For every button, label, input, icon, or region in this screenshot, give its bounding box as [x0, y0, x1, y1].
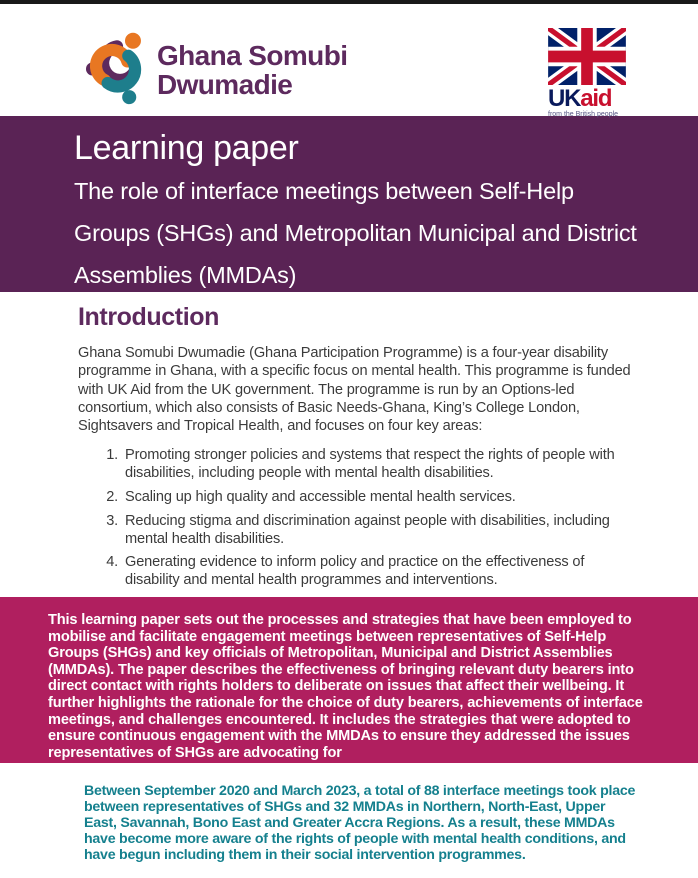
key-areas-list [78, 447, 640, 590]
ukaid-wordmark [548, 87, 628, 110]
summary-highlight-text: This learning paper sets out the processes and strategies that have been employed to mobilise and facilitate engagement meetings between representatives of Self-Help Groups (SHGs) and key officials of Metropolitan, Municipal and District Assemblies (MMDAs). The paper describes the effectiveness of bringing relevant duty bearers into direct contact with rights holders to deliberate on issues that affect their wellbeing. It further highlights the rationale for the choice of duty bearers, achievements of interface meetings, and challenges encountered. It includes the strategies that were adopted to ensure continuous engagement with the MMDAs to ensure they addressed the issues representatives of SHGs are advocating for [48, 612, 643, 761]
ukaid-uk-text: UK [548, 85, 581, 112]
ukaid-logo [548, 28, 628, 116]
key-area-item-4: 4. Generating evidence to inform policy and practice on the effectiveness of disability and mental health programmes and interventions. [122, 554, 640, 590]
ghana-somubi-logo-text [157, 41, 347, 99]
key-results-text: Between September 2020 and March 2023, a total of 88 interface meetings took place between representatives of SHGs and 32 MMDAs in Northern, North-East, Upper East, Savannah, Bono East and Greater Accra Regions. As a result, these MMDAs have become more aware of the rights of people with mental health conditions, and have begun including them in their social intervention programmes. [84, 783, 636, 863]
document-header [0, 4, 698, 116]
uk-flag-icon [548, 28, 628, 85]
title-banner [0, 116, 698, 292]
ukaid-aid-text: aid [580, 85, 612, 112]
page-subtitle-line2: Groups (SHGs) and Metropolitan Municipal and District [74, 220, 637, 246]
ghana-somubi-logo-icon [86, 31, 148, 105]
ghana-somubi-logo [86, 20, 347, 116]
ukaid-tagline: from the British people [548, 111, 619, 118]
introduction-paragraph: Ghana Somubi Dwumadie (Ghana Participation Programme) is a four-year disability programme in Ghana, with a specific focus on mental health. This programme is funded with UK Aid from the UK government. The programme is run by an Options-led consortium, which also consists of Basic Needs-Ghana, King’s College London, Sightsavers and Tropical Health, and focuses on four key areas: [78, 345, 631, 435]
page-subtitle-line3: Assemblies (MMDAs) [74, 262, 297, 288]
summary-highlight-band [0, 597, 698, 763]
key-area-item-1: 1. Promoting stronger policies and systems that respect the rights of people with disabilities, including people with mental health disabilities. [122, 447, 640, 483]
page-subtitle-line1: The role of interface meetings between Self-Help [74, 178, 574, 204]
introduction-section [0, 292, 698, 597]
key-area-item-2: 2. Scaling up high quality and accessible mental health services. [122, 489, 640, 507]
key-area-item-3: 3. Reducing stigma and discrimination against people with disabilities, including mental health disabilities. [122, 513, 640, 549]
logo-text-line2: Dwumadie [157, 69, 293, 100]
page-subtitle [74, 170, 640, 292]
page-title: Learning paper [74, 129, 299, 167]
key-results-callout [0, 763, 698, 878]
logo-text-line1: Ghana Somubi [157, 40, 348, 71]
introduction-heading: Introduction [78, 303, 220, 331]
